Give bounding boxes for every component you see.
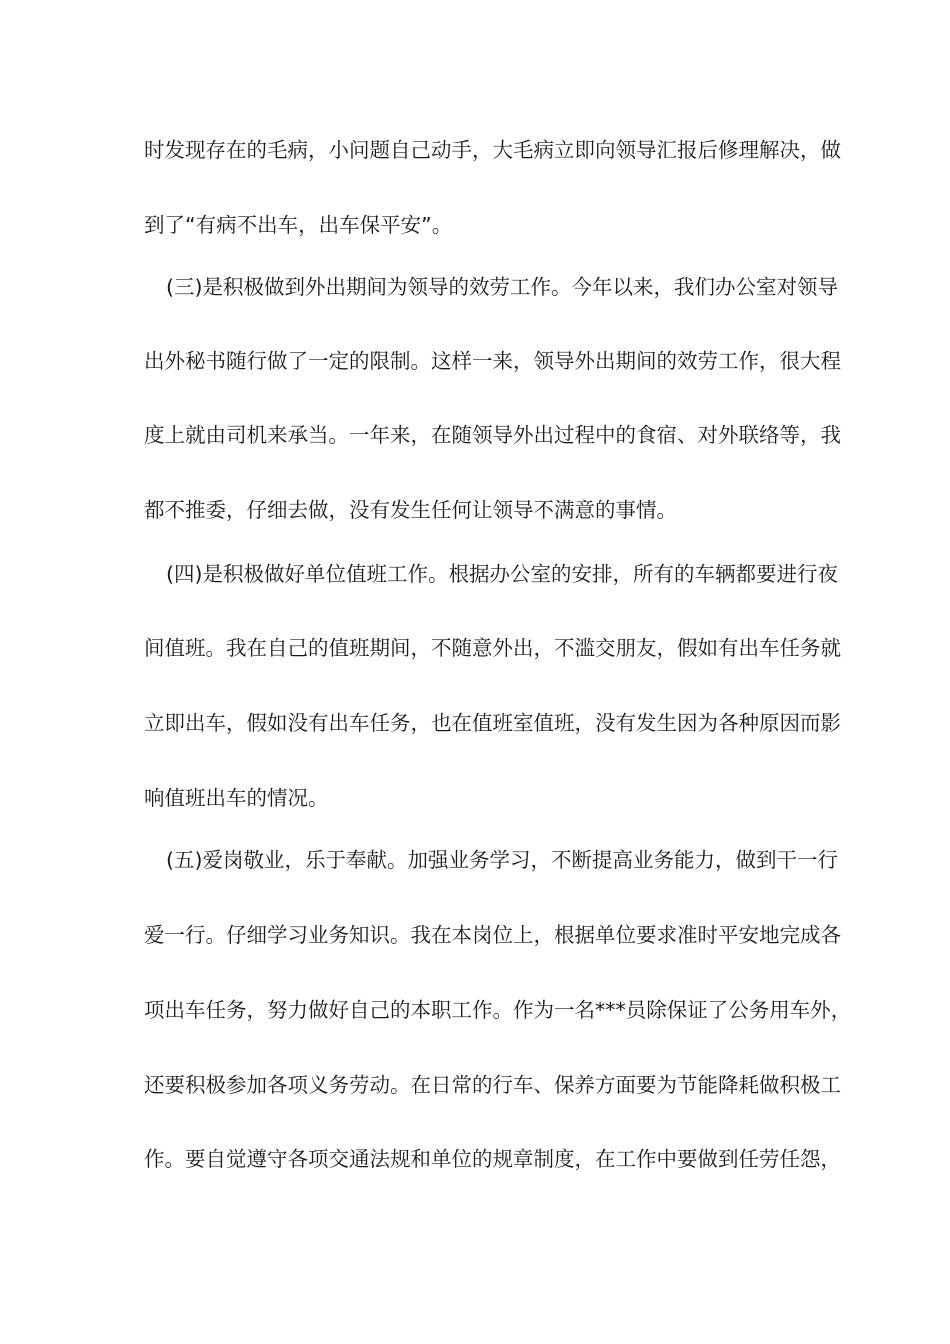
- text-line-1: 时发现存在的毛病，小问题自己动手，大毛病立即向领导汇报后修理解决，做: [144, 138, 841, 162]
- paragraph-3-line-1: (三)是积极做到外出期间为领导的效劳工作。今年以来，我们办公室对领导: [166, 275, 838, 299]
- text-line-13: 项出车任务，努力做好自己的本职工作。作为一名***员除保证了公务用车外，: [144, 998, 852, 1022]
- text-line-4: 出外秘书随行做了一定的限制。这样一来，领导外出期间的效劳工作，很大程: [144, 349, 841, 373]
- text-line-12: 爱一行。仔细学习业务知识。我在本岗位上，根据单位要求准时平安地完成各: [144, 923, 841, 947]
- text-line-10: 响值班出车的情况。: [144, 786, 329, 810]
- text-line-14: 还要积极参加各项义务劳动。在日常的行车、保养方面要为节能降耗做积极工: [144, 1073, 841, 1097]
- text-line-6: 都不推委，仔细去做，没有发生任何让领导不满意的事情。: [144, 498, 677, 522]
- text-line-15: 作。要自觉遵守各项交通法规和单位的规章制度，在工作中要做到任劳任怨，: [144, 1147, 841, 1171]
- paragraph-5-line-1: (五)爱岗敬业，乐于奉献。加强业务学习，不断提高业务能力，做到干一行: [166, 848, 838, 872]
- text-line-2: 到了“有病不出车，出车保平安”。: [144, 213, 453, 237]
- text-line-9: 立即出车，假如没有出车任务，也在值班室值班，没有发生因为各种原因而影: [144, 711, 841, 735]
- text-line-8: 间值班。我在自己的值班期间，不随意外出，不滥交朋友，假如有出车任务就: [144, 636, 841, 660]
- text-line-5: 度上就由司机来承当。一年来，在随领导外出过程中的食宿、对外联络等，我: [144, 423, 841, 447]
- paragraph-4-line-1: (四)是积极做好单位值班工作。根据办公室的安排，所有的车辆都要进行夜: [166, 562, 838, 586]
